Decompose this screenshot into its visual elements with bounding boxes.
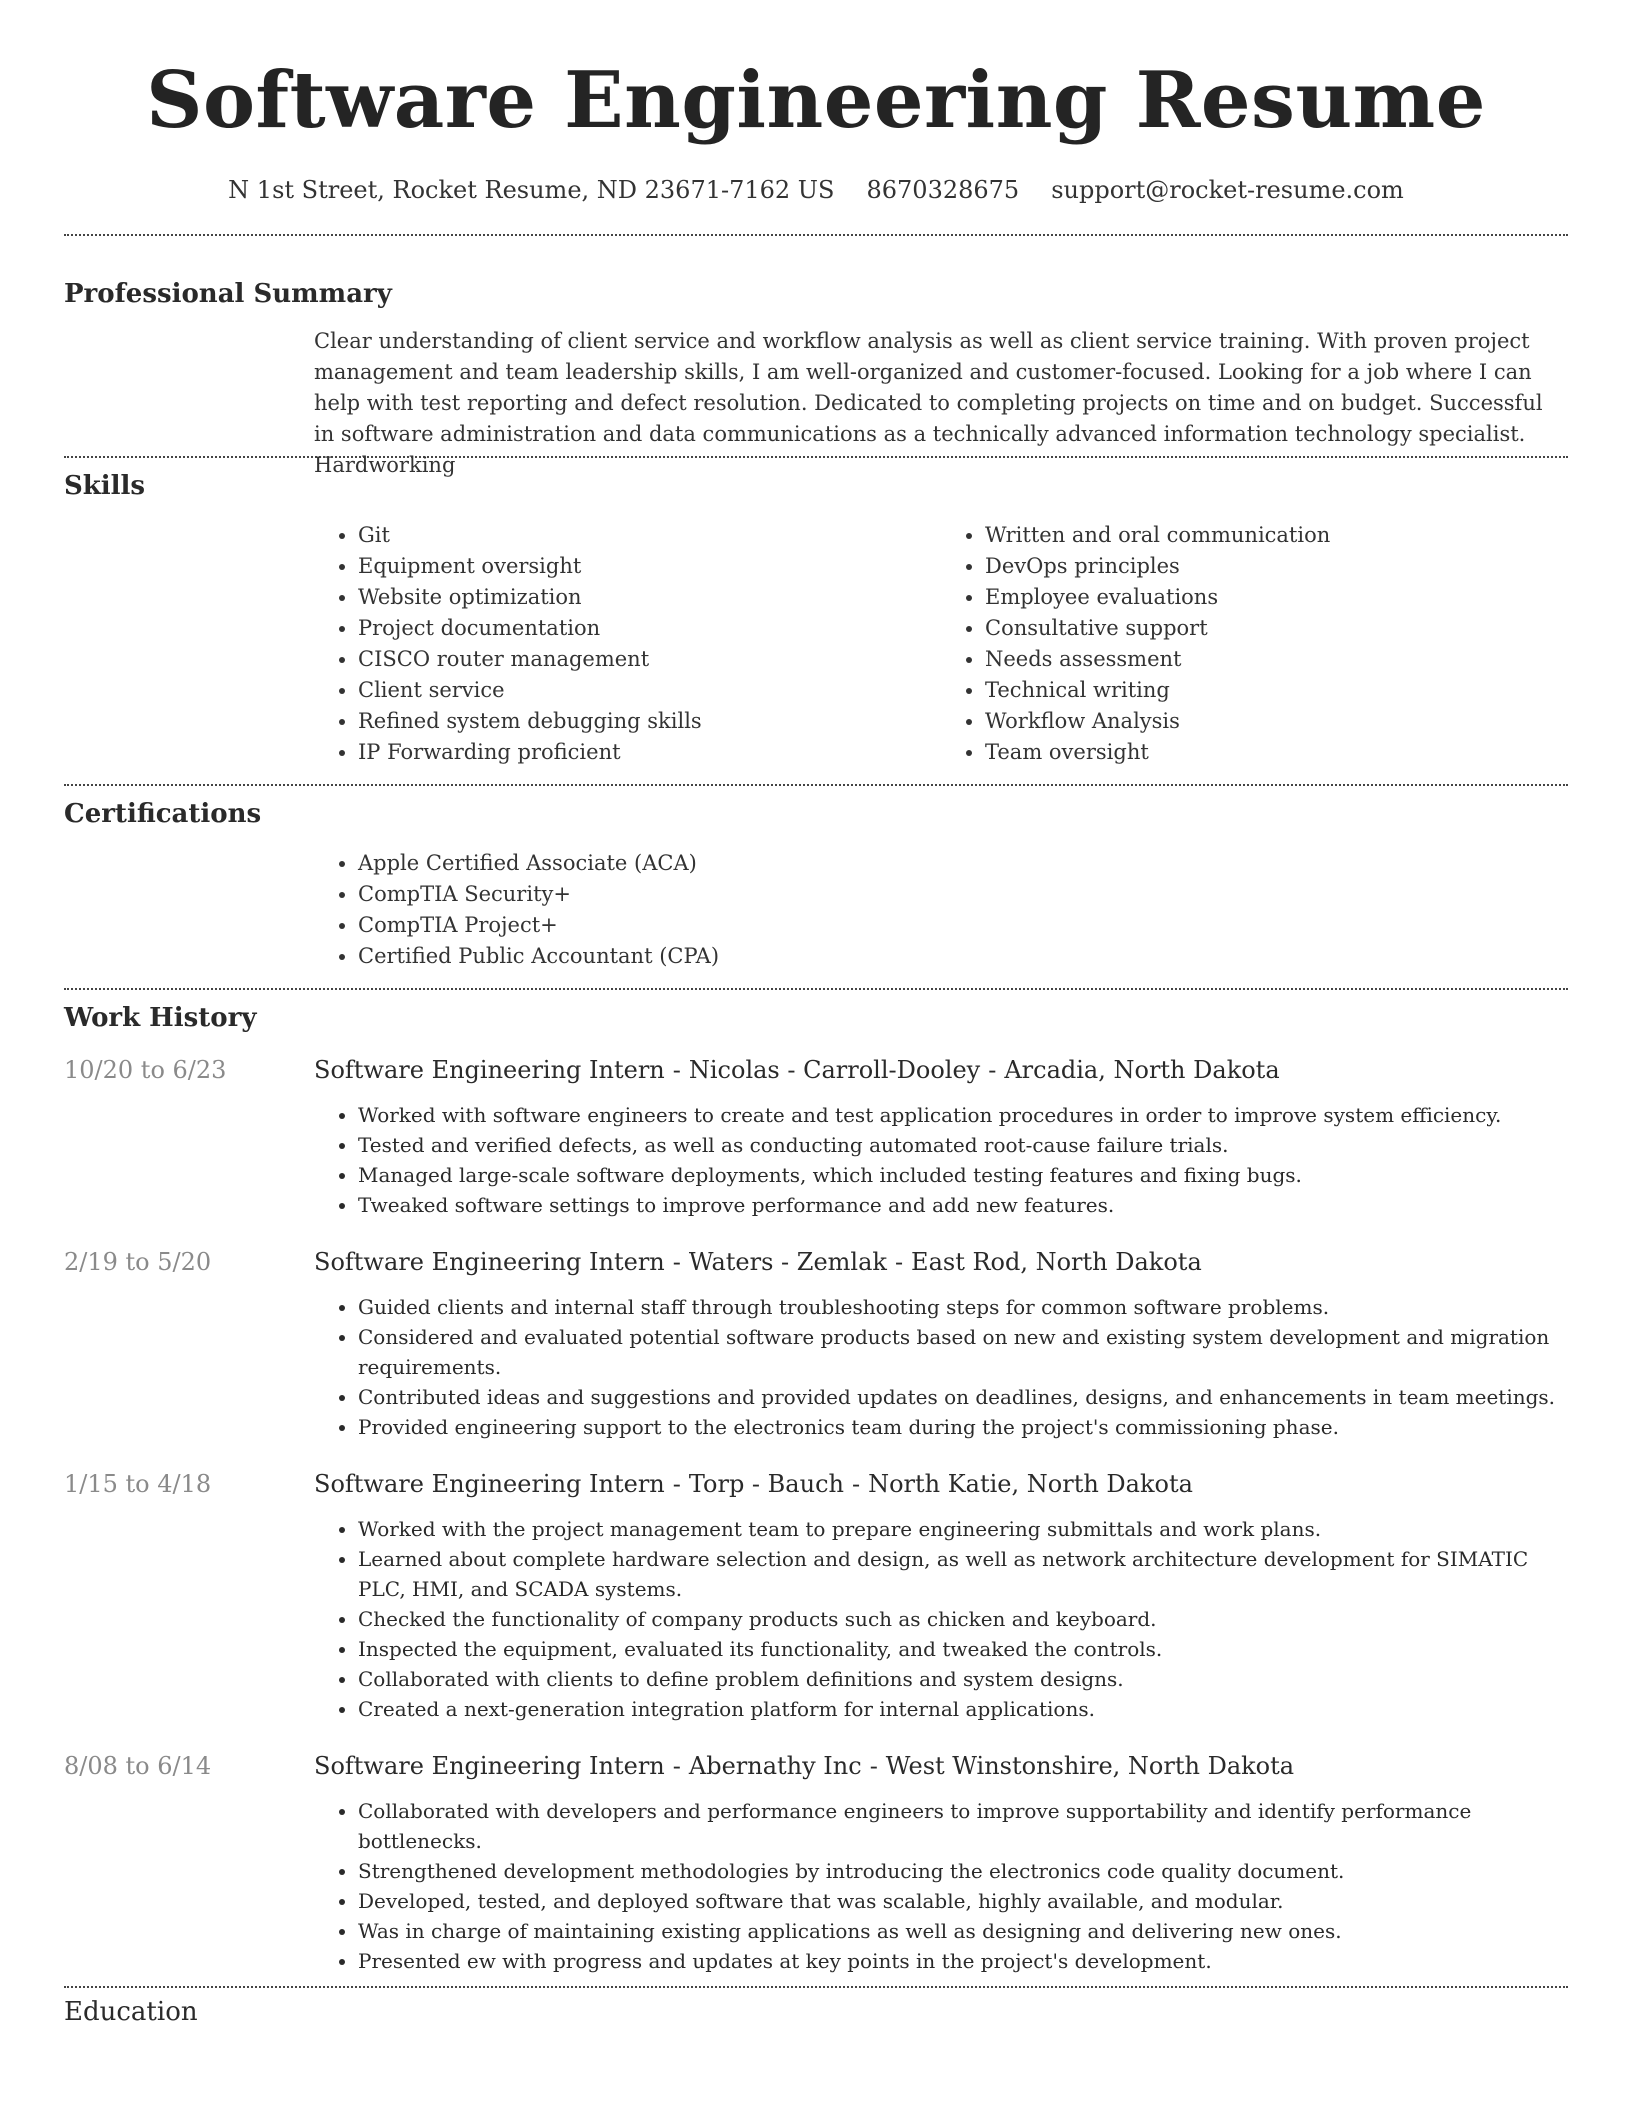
job-bullets — [314, 1796, 1568, 1976]
job-bullet: • Considered and evaluated potential software products based on new and existing system development and migration requirements. — [358, 1322, 1568, 1382]
skill-item: • Git — [358, 520, 941, 551]
job-entry — [64, 1054, 1568, 1220]
job-bullets — [314, 1514, 1568, 1724]
skills-list-right — [941, 520, 1568, 768]
skill-item: • IP Forwarding proficient — [358, 737, 941, 768]
job-location: West Winstonshire, North Dakota — [885, 1752, 1295, 1780]
job-bullet: • Tested and verified defects, as well as conducting automated root-cause failure trials. — [358, 1130, 1568, 1160]
contact-phone: 8670328675 — [866, 176, 1020, 204]
skill-item: • Employee evaluations — [985, 582, 1568, 613]
skill-item: • DevOps principles — [985, 551, 1568, 582]
job-bullet: • Created a next-generation integration platform for internal applications. — [358, 1694, 1568, 1724]
certification-item: • CompTIA Project+ — [358, 910, 1568, 941]
job-location: North Katie, North Dakota — [868, 1470, 1193, 1498]
job-bullet: • Guided clients and internal staff through troubleshooting steps for common software problems. — [358, 1292, 1568, 1322]
job-bullet: • Collaborated with clients to define problem definitions and system designs. — [358, 1664, 1568, 1694]
skills-list-left — [314, 520, 941, 768]
resume-page — [64, 0, 1568, 2112]
job-bullet: • Tweaked software settings to improve performance and add new features. — [358, 1190, 1568, 1220]
skill-item: • Refined system debugging skills — [358, 706, 941, 737]
job-bullet: • Inspected the equipment, evaluated its functionality, and tweaked the controls. — [358, 1634, 1568, 1664]
job-bullet: • Worked with software engineers to create and test application procedures in order to improve system efficiency. — [358, 1100, 1568, 1130]
skill-item: • Team oversight — [985, 737, 1568, 768]
skill-item: • Technical writing — [985, 675, 1568, 706]
job-bullet: • Was in charge of maintaining existing applications as well as designing and delivering new ones. — [358, 1916, 1568, 1946]
skill-item: • Website optimization — [358, 582, 941, 613]
job-role: Software Engineering Intern — [314, 1470, 665, 1498]
job-body — [314, 1246, 1568, 1442]
work-history-section — [64, 990, 1568, 1976]
job-company: Waters - Zemlak — [688, 1248, 887, 1276]
skill-item: • Needs assessment — [985, 644, 1568, 675]
title-separator: - — [672, 1752, 681, 1780]
title-separator: - — [869, 1752, 878, 1780]
title-separator: - — [672, 1470, 681, 1498]
job-title-line — [314, 1468, 1568, 1500]
title-separator: - — [851, 1470, 861, 1498]
job-company: Nicolas - Carroll-Dooley — [688, 1056, 981, 1084]
job-bullet: • Worked with the project management team to prepare engineering submittals and work plans. — [358, 1514, 1568, 1544]
job-bullet: • Contributed ideas and suggestions and provided updates on deadlines, designs, and enhancements in team meetings. — [358, 1382, 1568, 1412]
job-bullet: • Collaborated with developers and performance engineers to improve supportability and identify performance bottlenecks. — [358, 1796, 1568, 1856]
contact-email: support@rocket-resume.com — [1051, 176, 1404, 204]
job-body — [314, 1750, 1568, 1976]
job-bullet: • Presented ew with progress and updates at key points in the project's development. — [358, 1946, 1568, 1976]
job-dates: 10/20 to 6/23 — [64, 1056, 227, 1084]
job-role: Software Engineering Intern — [314, 1752, 665, 1780]
job-entry — [64, 1468, 1568, 1724]
summary-section — [64, 236, 1568, 477]
job-role: Software Engineering Intern — [314, 1056, 665, 1084]
skill-item: • Consultative support — [985, 613, 1568, 644]
job-bullet: • Strengthened development methodologies by introducing the electronics code quality document. — [358, 1856, 1568, 1886]
contact-address: N 1st Street, Rocket Resume, ND 23671-7162 US — [228, 176, 835, 204]
job-location: East Rod, North Dakota — [911, 1248, 1202, 1276]
job-bullets — [314, 1100, 1568, 1220]
job-company: Abernathy Inc — [688, 1752, 862, 1780]
certifications-heading: Certifications — [64, 799, 262, 829]
job-bullet: • Developed, tested, and deployed software that was scalable, highly available, and modular. — [358, 1886, 1568, 1916]
job-title-line — [314, 1246, 1568, 1278]
certification-item: • Certified Public Accountant (CPA) — [358, 941, 1568, 972]
jobs-list — [64, 1054, 1568, 1976]
certification-item: • Apple Certified Associate (ACA) — [358, 848, 1568, 879]
certification-item: • CompTIA Security+ — [358, 879, 1568, 910]
job-body — [314, 1054, 1568, 1220]
job-role: Software Engineering Intern — [314, 1248, 665, 1276]
job-bullet: • Checked the functionality of company products such as chicken and keyboard. — [358, 1604, 1568, 1634]
skill-item: • Project documentation — [358, 613, 941, 644]
certifications-section — [64, 786, 1568, 972]
summary-text: Clear understanding of client service and workflow analysis as well as client service training. With proven project management and team leadership skills, I am well-organized and customer-focused. Looking for a job where I can help with test reporting and defect resolution. Dedicated to completing projects on time and on budget. Successful in software administration and data communications as a technically advanced information technology specialist. Hardworking — [314, 329, 1543, 477]
title-separator: - — [894, 1248, 904, 1276]
skill-item: • Client service — [358, 675, 941, 706]
job-body — [314, 1468, 1568, 1724]
job-title-line — [314, 1054, 1568, 1086]
summary-content — [314, 326, 1568, 477]
job-bullet: • Learned about complete hardware selection and design, as well as network architecture development for SIMATIC PLC, HMI, and SCADA systems. — [358, 1544, 1568, 1604]
job-bullet: • Provided engineering support to the electronics team during the project's commissioning phase. — [358, 1412, 1568, 1442]
summary-heading: Professional Summary — [64, 279, 392, 309]
skill-item: • Workflow Analysis — [985, 706, 1568, 737]
education-heading: Education — [64, 1997, 198, 2027]
job-entry — [64, 1750, 1568, 1976]
job-dates: 8/08 to 6/14 — [64, 1752, 212, 1780]
job-dates: 1/15 to 4/18 — [64, 1470, 212, 1498]
job-entry — [64, 1246, 1568, 1442]
title-separator: - — [988, 1056, 997, 1084]
certifications-content — [314, 848, 1568, 972]
job-bullet: • Managed large-scale software deployments, which included testing features and fixing bugs. — [358, 1160, 1568, 1190]
job-location: Arcadia, North Dakota — [1004, 1056, 1280, 1084]
job-title-line — [314, 1750, 1568, 1782]
job-bullets — [314, 1292, 1568, 1442]
job-company: Torp - Bauch — [688, 1470, 844, 1498]
skill-item: • CISCO router management — [358, 644, 941, 675]
work-history-heading: Work History — [64, 1003, 257, 1033]
skill-item: • Written and oral communication — [985, 520, 1568, 551]
section-divider — [64, 1986, 1568, 1988]
job-dates: 2/19 to 5/20 — [64, 1248, 212, 1276]
skills-heading: Skills — [64, 471, 146, 501]
resume-title: Software Engineering Resume — [146, 55, 1486, 146]
skills-columns — [314, 520, 1568, 768]
certifications-list — [314, 848, 1568, 972]
skills-section — [64, 458, 1568, 768]
title-separator: - — [672, 1056, 681, 1084]
skill-item: • Equipment oversight — [358, 551, 941, 582]
contact-line — [64, 176, 1568, 204]
title-separator: - — [672, 1248, 681, 1276]
